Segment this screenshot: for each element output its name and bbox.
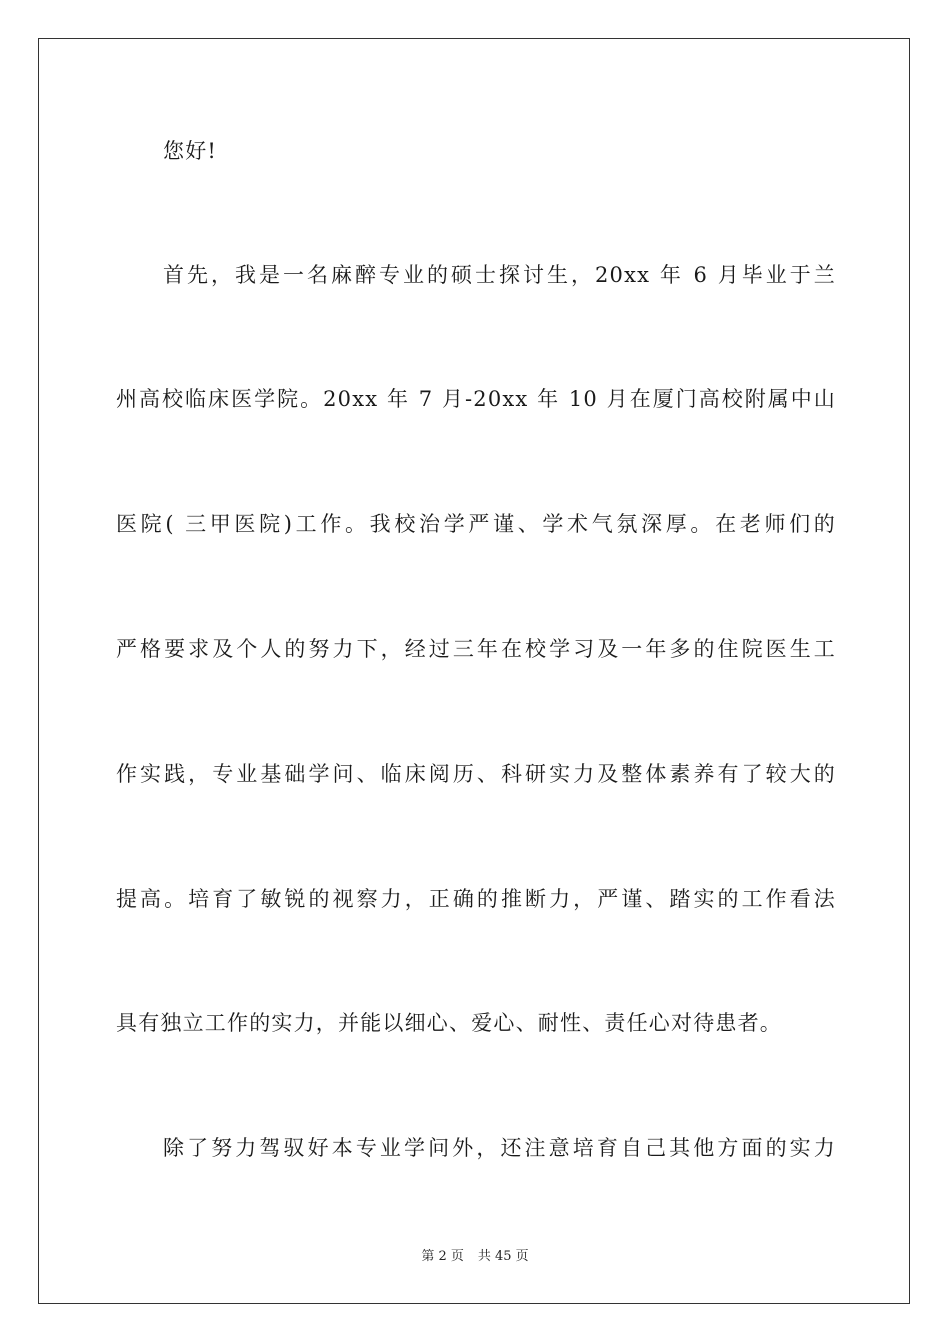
paragraph-line-8: 除了努力驾驭好本专业学问外，还注意培育自己其他方面的实力 [163, 1136, 836, 1160]
paragraph-line-1: 首先，我是一名麻醉专业的硕士探讨生，20xx 年 6 月毕业于兰 [163, 263, 836, 287]
paragraph-line-7: 具有独立工作的实力，并能以细心、爱心、耐性、责任心对待患者。 [116, 1011, 782, 1035]
page-number: 第 2 页 [421, 1249, 464, 1264]
paragraph-line-2: 州高校临床医学院。20xx 年 7 月-20xx 年 10 月在厦门高校附属中山 [116, 387, 836, 411]
page-footer [0, 1248, 950, 1266]
page-border [38, 38, 910, 1304]
page-total: 共 45 页 [477, 1249, 529, 1264]
paragraph-line-4: 严格要求及个人的努力下，经过三年在校学习及一年多的住院医生工 [116, 637, 836, 661]
paragraph-line-5: 作实践，专业基础学问、临床阅历、科研实力及整体素养有了较大的 [116, 762, 836, 786]
paragraph-line-3: 医院( 三甲医院)工作。我校治学严谨、学术气氛深厚。在老师们的 [116, 512, 836, 536]
paragraph-line-6: 提高。培育了敏锐的视察力，正确的推断力，严谨、踏实的工作看法 [116, 887, 836, 911]
greeting-line: 您好! [163, 139, 218, 163]
